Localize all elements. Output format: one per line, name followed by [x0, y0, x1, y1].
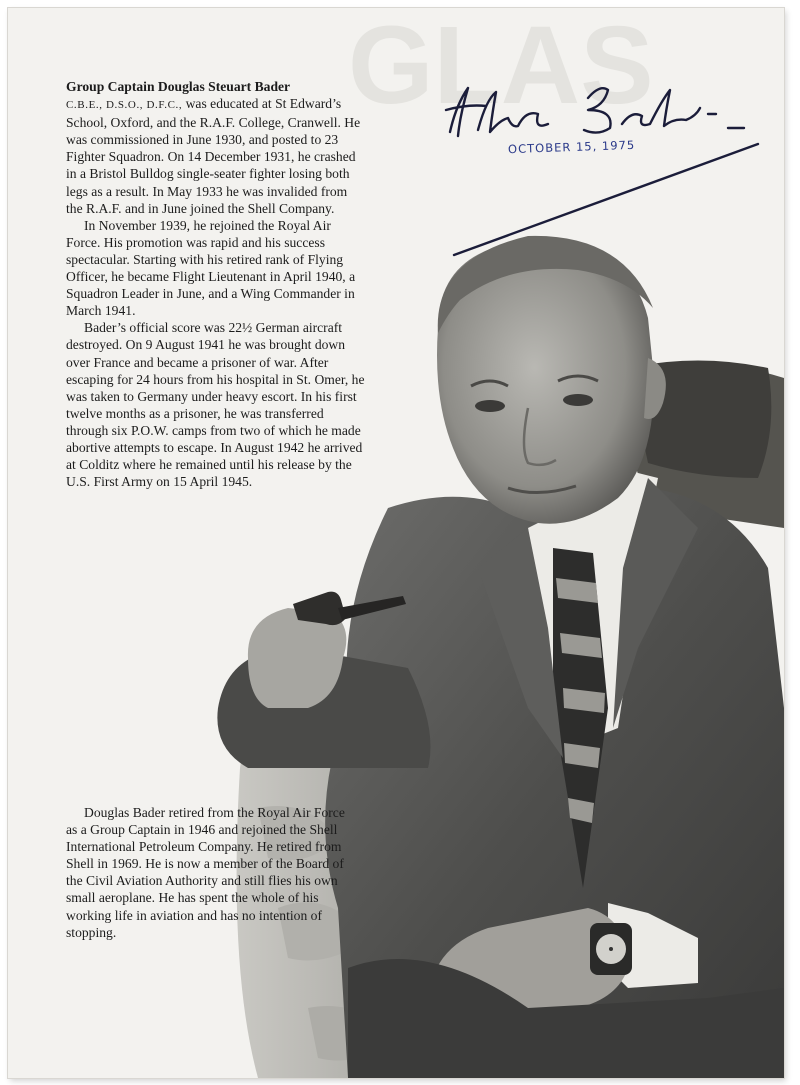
head — [437, 236, 666, 524]
bio-paragraph-1 — [66, 78, 366, 217]
autograph-date: OCTOBER 15, 1975 — [507, 137, 636, 157]
honours: C.B.E., D.S.O., D.F.C., — [66, 99, 183, 112]
retirement-paragraph — [66, 804, 358, 941]
biography — [66, 78, 366, 490]
background-lettering: GLAS — [348, 8, 654, 127]
handwritten-signature — [438, 70, 768, 260]
bio-paragraph-3: Bader’s official score was 22½ German aircraft destroyed. On 9 August 1941 he was brought down over France and became a prisoner of war. After escaping for 24 hours from his hospital in St. Omer, he was taken to Germany under heavy escort. In his first twelve months as a prisoner, he was transferred through six P.O.W. camps from two of which he made abortive attempts to escape. In August 1942 he arrived at Colditz where he remained until his release by the U.S. First Army on 15 April 1945. — [66, 320, 365, 490]
program-page — [8, 8, 784, 1078]
bio-paragraph-1-text: was educated at St Edward’s School, Oxford, and the R.A.F. College, Cranwell. He was commissioned in June 1930, and posted to 23 Fighter Squadron. On 14 December 1931, he crashed in a Bristol Bulldog single-seater fighter losing both legs as a result. In May 1933 he was invalided from the R.A.F. and in June joined the Shell Company. — [66, 96, 361, 216]
retirement-text: Douglas Bader retired from the Royal Air Force as a Group Captain in 1946 and rejoined the Shell International Petroleum Company. He retired from Shell in 1969. He is now a member of the Board of the Civil Aviation Authority and still flies his own small aeroplane. He has spent the whole of his working life in aviation and has no intention of stopping. — [66, 805, 345, 940]
subject-name: Group Captain Douglas Steuart Bader — [66, 79, 291, 94]
bio-paragraph-2: In November 1939, he rejoined the Royal Air Force. His promotion was rapid and his success spectacular. Starting with his retired rank of Flying Officer, he became Flight Lieutenant in April 1940, a Squadron Leader in June, and a Wing Commander in March 1941. — [66, 217, 356, 319]
